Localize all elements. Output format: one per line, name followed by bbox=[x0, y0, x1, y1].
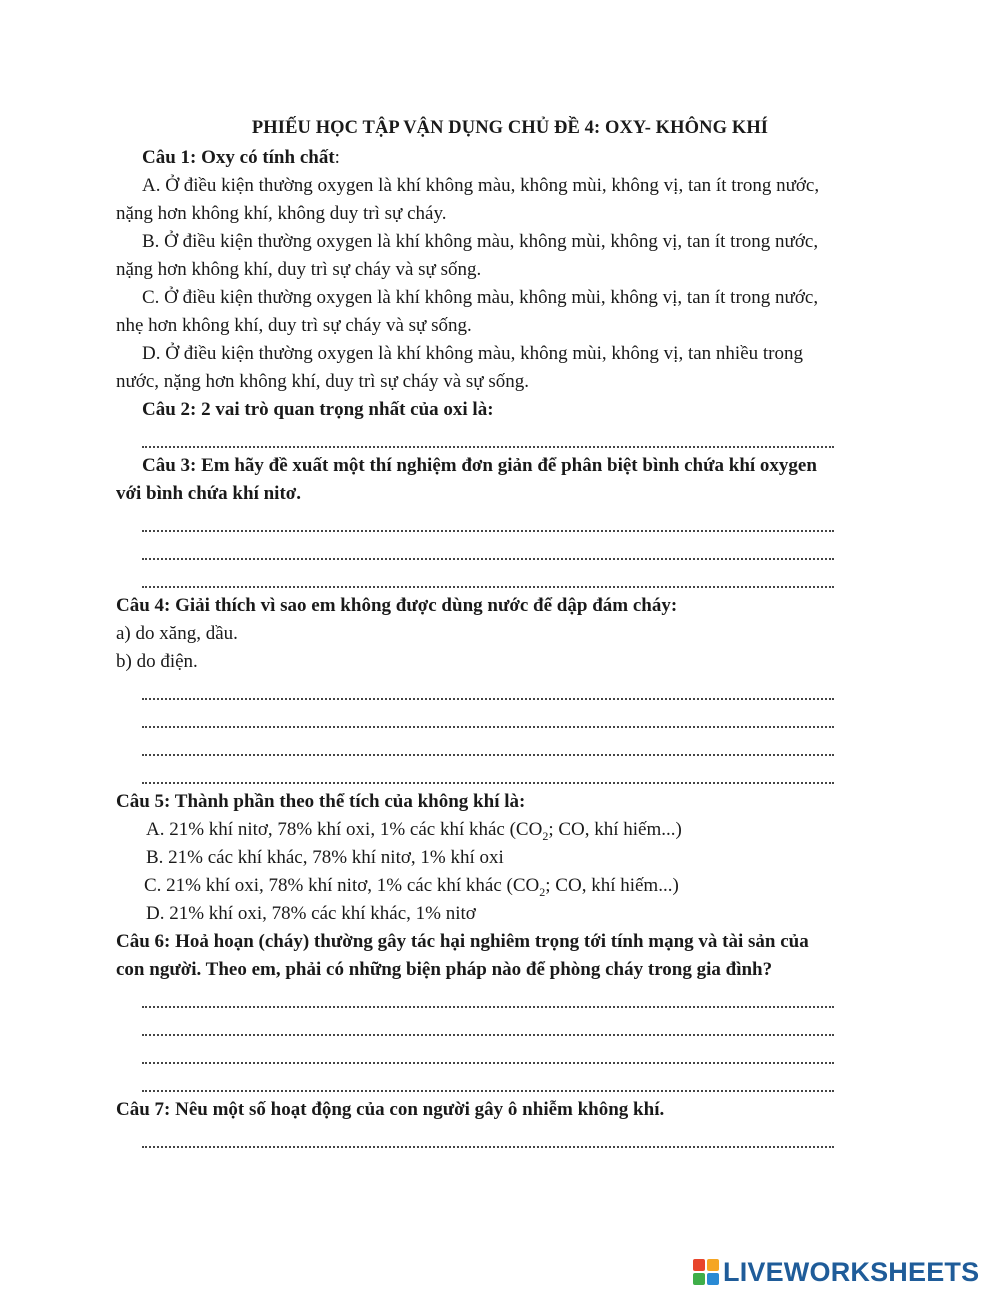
page-title: PHIẾU HỌC TẬP VẬN DỤNG CHỦ ĐỀ 4: OXY- KHÔNG KHÍ bbox=[251, 118, 769, 138]
answer-line[interactable] bbox=[142, 760, 834, 784]
answer-line[interactable] bbox=[142, 536, 834, 560]
liveworksheets-logo bbox=[693, 1257, 979, 1287]
question-5-option-d: D. 21% khí oxi, 78% các khí khác, 1% nitơ bbox=[146, 903, 476, 924]
answer-line[interactable] bbox=[142, 732, 834, 756]
question-1-option-b-cont: nặng hơn không khí, duy trì sự cháy và sự sống. bbox=[116, 259, 482, 280]
question-6-label-cont: con người. Theo em, phải có những biện pháp nào để phòng cháy trong gia đình? bbox=[116, 959, 773, 980]
question-5-label: Câu 5: Thành phần theo thể tích của không khí là: bbox=[116, 791, 526, 812]
question-1-option-a: A. Ở điều kiện thường oxygen là khí không màu, không mùi, không vị, tan ít trong nước, bbox=[142, 175, 820, 196]
question-7-label: Câu 7: Nêu một số hoạt động của con người gây ô nhiễm không khí. bbox=[116, 1099, 665, 1120]
question-3-label: Câu 3: Em hãy đề xuất một thí nghiệm đơn giản để phân biệt bình chứa khí oxygen bbox=[142, 455, 817, 476]
question-1-option-c-cont: nhẹ hơn không khí, duy trì sự cháy và sự sống. bbox=[116, 315, 472, 336]
answer-line[interactable] bbox=[142, 676, 834, 700]
answer-line[interactable] bbox=[142, 564, 834, 588]
answer-line[interactable] bbox=[142, 704, 834, 728]
question-1-option-d-cont: nước, nặng hơn không khí, duy trì sự cháy và sự sống. bbox=[116, 371, 529, 392]
answer-line[interactable] bbox=[142, 984, 834, 1008]
question-6-label: Câu 6: Hoả hoạn (cháy) thường gây tác hại nghiêm trọng tới tính mạng và tài sản của bbox=[116, 931, 809, 952]
question-1-option-a-cont: nặng hơn không khí, không duy trì sự cháy. bbox=[116, 203, 447, 224]
question-5-option-b: B. 21% các khí khác, 78% khí nitơ, 1% khí oxi bbox=[146, 847, 504, 868]
question-4-item-a: a) do xăng, dầu. bbox=[116, 623, 238, 644]
question-2-label: Câu 2: 2 vai trò quan trọng nhất của oxi là: bbox=[142, 399, 494, 420]
question-4-label: Câu 4: Giải thích vì sao em không được dùng nước để dập đám cháy: bbox=[116, 595, 678, 616]
question-4-item-b: b) do điện. bbox=[116, 651, 198, 672]
question-1-option-c: C. Ở điều kiện thường oxygen là khí không màu, không mùi, không vị, tan ít trong nước, bbox=[142, 287, 819, 308]
answer-line[interactable] bbox=[142, 1012, 834, 1036]
answer-line[interactable] bbox=[142, 1068, 834, 1092]
question-1-option-d: D. Ở điều kiện thường oxygen là khí không màu, không mùi, không vị, tan nhiều trong bbox=[142, 343, 803, 364]
question-1-label: Câu 1: Oxy có tính chất: bbox=[142, 147, 340, 168]
question-5-option-a: A. 21% khí nitơ, 78% khí oxi, 1% các khí khác ($CO_2$; CO, khí hiếm...) bbox=[146, 819, 682, 843]
logo-text: LIVEWORKSHEETS bbox=[723, 1256, 980, 1287]
answer-line[interactable] bbox=[142, 1124, 834, 1148]
question-5-option-c: C. 21% khí oxi, 78% khí nitơ, 1% các khí khác ($CO_2$; CO, khí hiếm...) bbox=[144, 875, 679, 899]
question-3-label-cont: với bình chứa khí nitơ. bbox=[116, 483, 302, 504]
answer-line[interactable] bbox=[142, 1040, 834, 1064]
liveworksheets-mark-icon bbox=[693, 1259, 719, 1285]
answer-line[interactable] bbox=[142, 424, 834, 448]
question-1-option-b: B. Ở điều kiện thường oxygen là khí không màu, không mùi, không vị, tan ít trong nước, bbox=[142, 231, 819, 252]
answer-line[interactable] bbox=[142, 508, 834, 532]
